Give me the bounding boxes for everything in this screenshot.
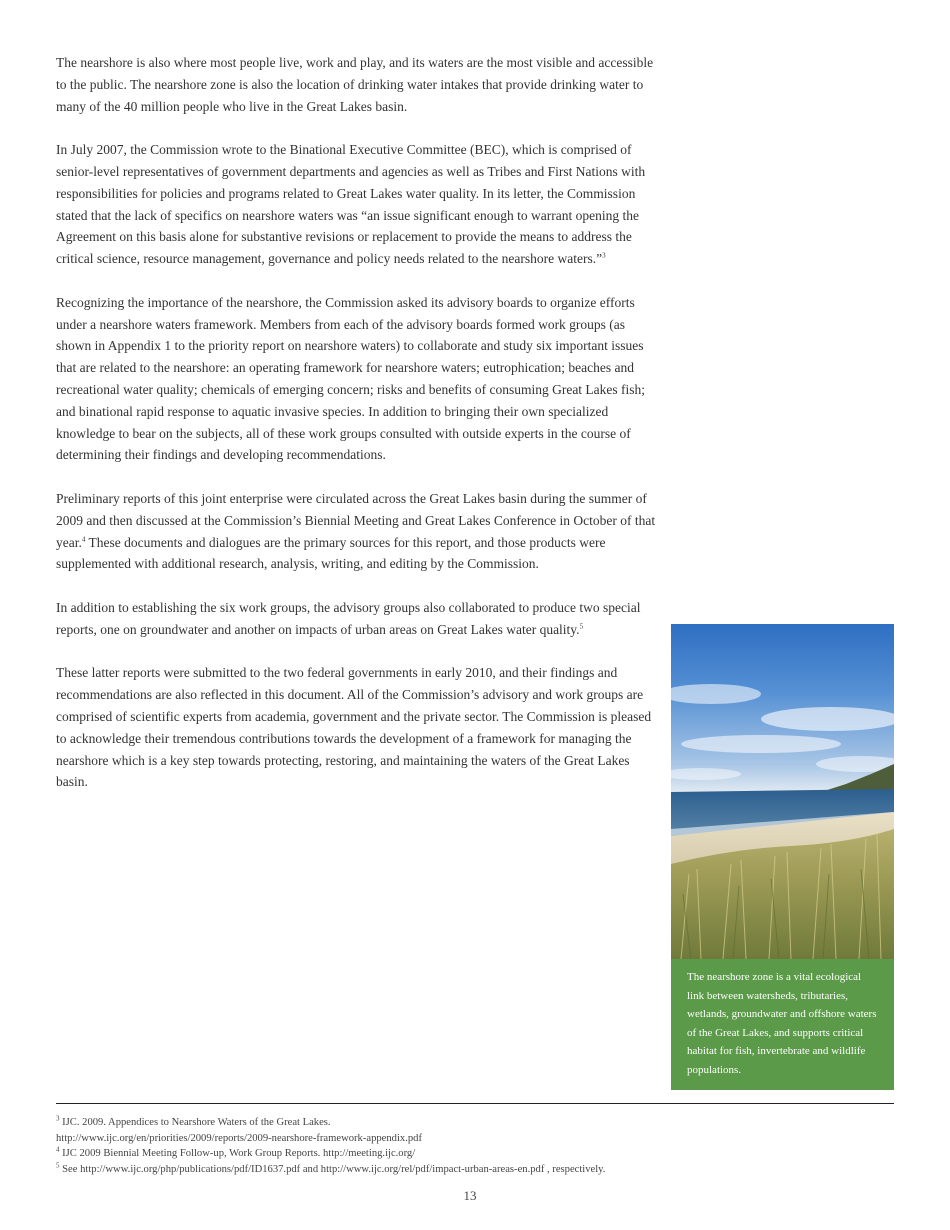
paragraph-4 — [56, 488, 656, 575]
paragraph-6-text: These latter reports were submitted to the two federal governments in early 2010, and their findings and recommendations are also reflected in this document. All of the Commission’s advisory and work groups are comprised of scientific experts from academia, government and the private sector. The Commission is pleased to acknowledge their tremendous contributions towards the development of a framework for managing the nearshore which is a key step towards protecting, restoring, and maintaining the waters of the Great Lakes basin. — [56, 665, 652, 790]
beach-photo-illustration — [671, 624, 894, 959]
paragraph-6 — [56, 662, 656, 793]
footnote-3-marker: 3 — [56, 1114, 60, 1123]
footnote-3 — [56, 1115, 896, 1131]
footnote-ref-5[interactable]: 5 — [579, 622, 584, 631]
photo-caption-text: The nearshore zone is a vital ecological link between watersheds, tributaries, wetlands, groundwater and offshore waters of the Great Lakes, and supports critical habitat for fish, invertebrate and wildlife populations. — [687, 971, 877, 1076]
paragraph-3 — [56, 292, 656, 466]
paragraph-3-text: Recognizing the importance of the nearshore, the Commission asked its advisory boards to organize efforts under a nearshore waters framework. Members from each of the advisory boards formed work groups (as shown in Appendix 1 to the priority report on nearshore waters) to collaborate and study six important issues that are related to the nearshore: an operating framework for nearshore waters; eutrophication; beaches and recreational water quality; chemicals of emerging concern; risks and benefits of consuming Great Lakes fish; and binational rapid response to aquatic invasive species. In addition to bringing their own specialized knowledge to bear on the subjects, all of these work groups consulted with outside experts in the course of determining their findings and developing recommendations. — [56, 294, 646, 463]
footnote-5-marker: 5 — [56, 1160, 60, 1169]
footnote-5-text[interactable]: See http://www.ijc.org/php/publications/pdf/ID1637.pdf and http://www.ijc.org/rel/pdf/impact-urban-areas-en.pdf , respectively. — [59, 1163, 606, 1175]
footnote-ref-3[interactable]: 3 — [602, 251, 606, 260]
main-body-text — [56, 52, 656, 815]
photo-caption — [671, 959, 894, 1090]
footnote-4 — [56, 1146, 896, 1162]
paragraph-4-text-a: Preliminary reports of this joint enterprise were circulated across the Great Lakes basin during the summer of 2009 and then discussed at the Commission’s Biennial Meeting and Great Lakes Conference in October of that year. — [56, 490, 656, 550]
paragraph-2-text: In July 2007, the Commission wrote to the Binational Executive Committee (BEC), which is comprised of senior-level representatives of government departments and agencies as well as Tribes and First Nations with responsibilities for policies and programs related to Great Lakes water quality. In its letter, the Commission stated that the lack of specifics on nearshore waters was “an issue significant enough to warrant opening the Agreement on this basis alone for substantive revisions or replacement to provide the means to address the critical science, resource management, governance and policy needs related to the nearshore waters.” — [56, 142, 646, 267]
paragraph-1 — [56, 52, 656, 117]
footnotes — [56, 1115, 896, 1177]
footnote-5 — [56, 1162, 896, 1178]
page-number: 13 — [463, 1188, 477, 1203]
footnote-ref-4[interactable]: 4 — [81, 535, 86, 544]
paragraph-4-text-b: These documents and dialogues are the primary sources for this report, and those products were supplemented with additional research, analysis, writing, and editing by the Commission. — [56, 534, 606, 572]
paragraph-2 — [56, 139, 656, 270]
nearshore-beach-photo — [671, 624, 894, 959]
paragraph-5 — [56, 597, 656, 641]
footnote-3-text: IJC. 2009. Appendices to Nearshore Waters of the Great Lakes. — [59, 1117, 331, 1128]
footnote-divider — [56, 1103, 894, 1104]
paragraph-5-text: In addition to establishing the six work groups, the advisory groups also collaborated to produce two special reports, one on groundwater and another on impacts of urban areas on Great Lakes water quality. — [56, 599, 641, 637]
footnote-3-link[interactable]: http://www.ijc.org/en/priorities/2009/reports/2009-nearshore-framework-appendix.pdf — [56, 1132, 422, 1144]
footnote-4-marker: 4 — [56, 1145, 60, 1154]
footnote-4-text[interactable]: IJC 2009 Biennial Meeting Follow-up, Work Group Reports. http://meeting.ijc.org/ — [59, 1148, 416, 1159]
paragraph-1-text: The nearshore is also where most people live, work and play, and its waters are the most visible and accessible to the public. The nearshore zone is also the location of drinking water intakes that provide drinking water to many of the 40 million people who live in the Great Lakes basin. — [56, 55, 654, 114]
